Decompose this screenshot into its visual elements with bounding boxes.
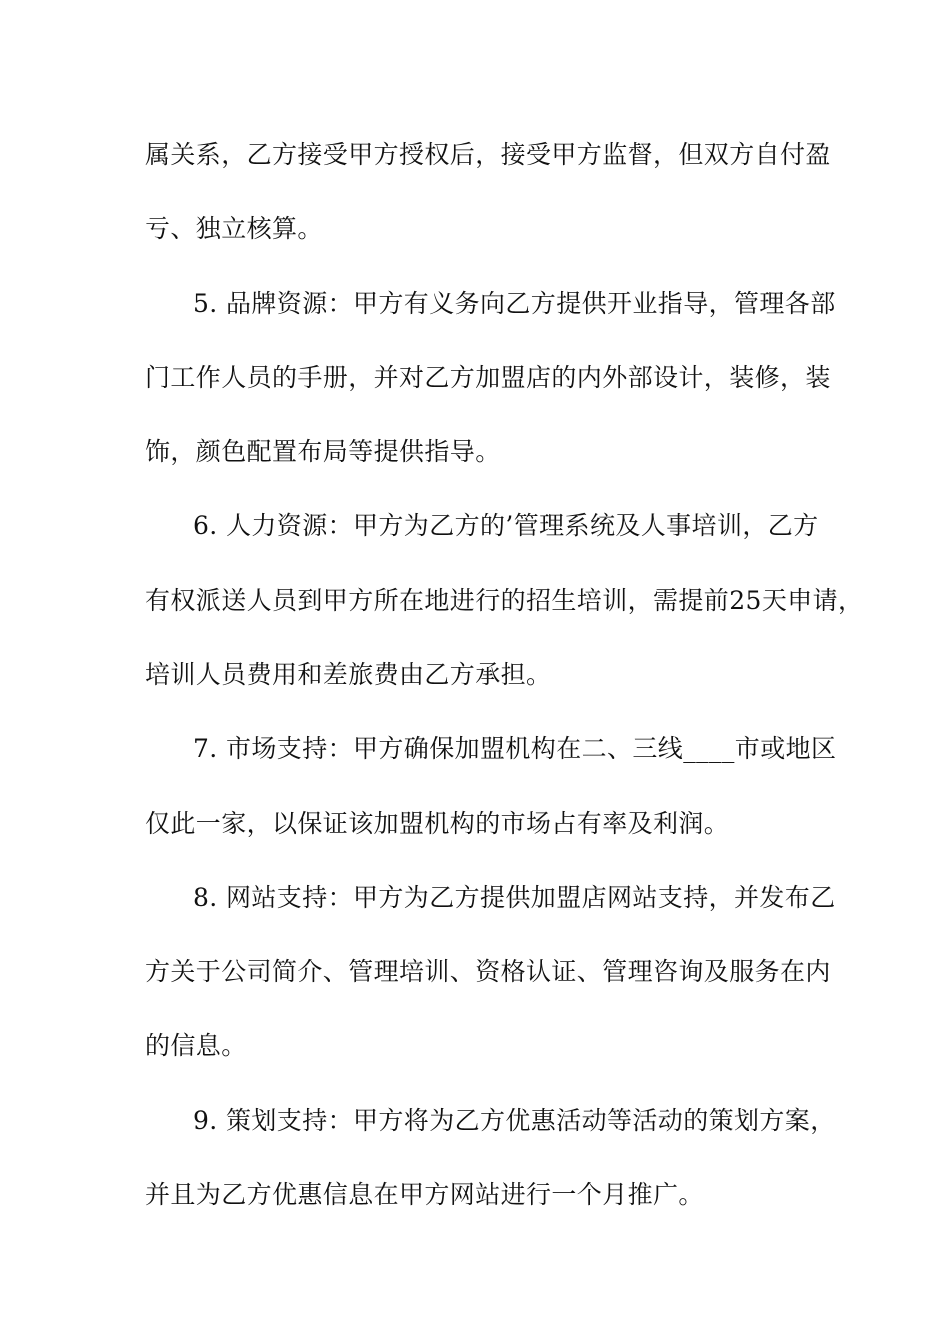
text-line: 属关系，乙方接受甲方授权后，接受甲方监督，但双方自付盈 (145, 140, 831, 169)
text-line: 仅此一家，以保证该加盟机构的市场占有率及利润。 (145, 809, 730, 838)
paragraph-start-line: 6. 人力资源：甲方为乙方的’管理系统及人事培训，乙方 (193, 511, 819, 540)
text-line: 门工作人员的手册，并对乙方加盟店的内外部设计，装修，装 (145, 363, 831, 392)
paragraph-start-line: 8. 网站支持：甲方为乙方提供加盟店网站支持，并发布乙 (193, 883, 836, 912)
text-line: 方关于公司简介、管理培训、资格认证、管理咨询及服务在内 (145, 957, 831, 986)
text-line: 饰，颜色配置布局等提供指导。 (145, 437, 501, 466)
text-line: 亏、独立核算。 (145, 214, 323, 243)
text-line: 有权派送人员到甲方所在地进行的招生培训，需提前25天申请， (145, 586, 864, 615)
text-line: 培训人员费用和差旅费由乙方承担。 (145, 660, 552, 689)
paragraph-start-line: 9. 策划支持：甲方将为乙方优惠活动等活动的策划方案， (193, 1106, 836, 1135)
paragraph-start-line: 5. 品牌资源：甲方有义务向乙方提供开业指导，管理各部 (193, 289, 836, 318)
text-line: 的信息。 (145, 1031, 247, 1060)
paragraph-start-line: 7. 市场支持：甲方确保加盟机构在二、三线____市或地区 (193, 734, 837, 763)
text-line: 并且为乙方优惠信息在甲方网站进行一个月推广。 (145, 1180, 704, 1209)
